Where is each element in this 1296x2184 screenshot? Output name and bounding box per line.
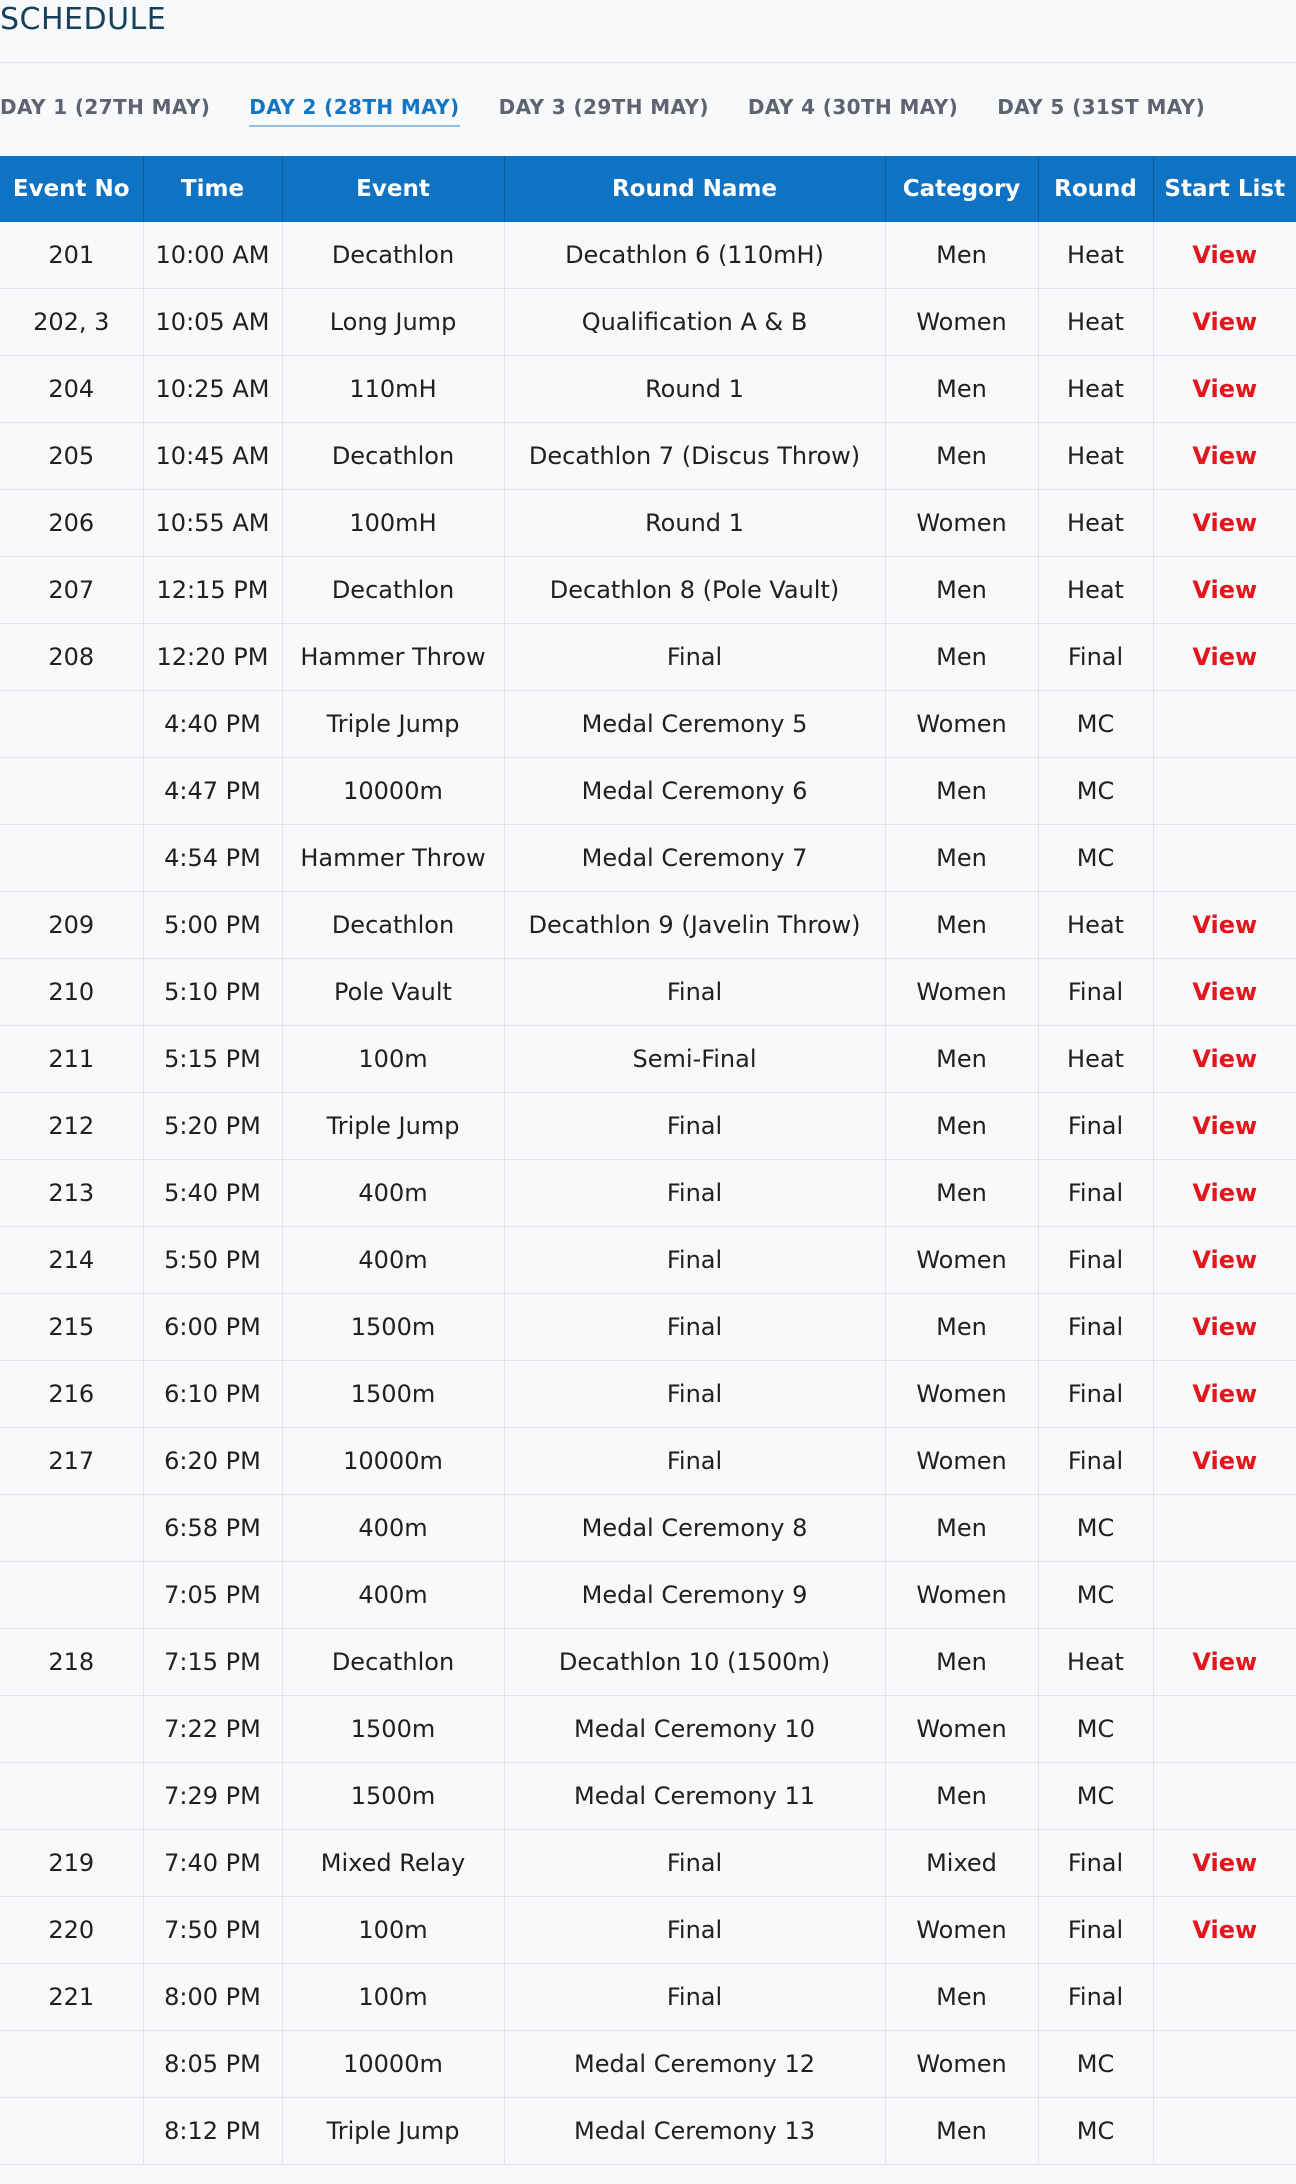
cell-category: Men — [885, 892, 1038, 959]
cell-time: 12:20 PM — [143, 624, 282, 691]
table-row — [0, 691, 1296, 758]
cell-time: 6:58 PM — [143, 1495, 282, 1562]
view-start-list-link[interactable]: View — [1192, 1849, 1258, 1877]
view-start-list-link[interactable]: View — [1192, 1916, 1258, 1944]
cell-start-list — [1153, 624, 1296, 691]
cell-round-name: Final — [504, 624, 885, 691]
cell-round: Heat — [1038, 557, 1153, 624]
cell-category: Women — [885, 2031, 1038, 2098]
table-row — [0, 1227, 1296, 1294]
view-start-list-link[interactable]: View — [1192, 978, 1258, 1006]
cell-event-no: 218 — [0, 1629, 143, 1696]
cell-event-no: 209 — [0, 892, 143, 959]
cell-event: 10000m — [282, 2031, 504, 2098]
cell-event: 100m — [282, 1897, 504, 1964]
cell-event-no: 219 — [0, 1830, 143, 1897]
cell-event: Decathlon — [282, 222, 504, 289]
cell-category: Women — [885, 490, 1038, 557]
cell-round: MC — [1038, 691, 1153, 758]
cell-start-list — [1153, 1294, 1296, 1361]
cell-event-no — [0, 2031, 143, 2098]
cell-round: MC — [1038, 825, 1153, 892]
cell-round: Final — [1038, 959, 1153, 1026]
cell-category: Women — [885, 959, 1038, 1026]
cell-round-name: Decathlon 8 (Pole Vault) — [504, 557, 885, 624]
cell-category: Men — [885, 825, 1038, 892]
cell-event: 1500m — [282, 1361, 504, 1428]
cell-category: Women — [885, 1428, 1038, 1495]
cell-round-name: Medal Ceremony 9 — [504, 1562, 885, 1629]
cell-start-list — [1153, 2098, 1296, 2165]
cell-time: 7:05 PM — [143, 1562, 282, 1629]
table-row — [0, 1294, 1296, 1361]
cell-start-list — [1153, 1897, 1296, 1964]
page-title: SCHEDULE — [0, 2, 167, 37]
cell-start-list — [1153, 222, 1296, 289]
cell-start-list — [1153, 490, 1296, 557]
column-header-time: Time — [143, 156, 282, 222]
table-row — [0, 1361, 1296, 1428]
cell-start-list — [1153, 959, 1296, 1026]
table-row — [0, 1763, 1296, 1830]
table-row — [0, 2031, 1296, 2098]
cell-round-name: Final — [504, 1897, 885, 1964]
cell-start-list — [1153, 1830, 1296, 1897]
view-start-list-link[interactable]: View — [1192, 1045, 1258, 1073]
cell-round: MC — [1038, 2098, 1153, 2165]
cell-start-list — [1153, 1562, 1296, 1629]
table-row — [0, 825, 1296, 892]
view-start-list-link[interactable]: View — [1192, 375, 1258, 403]
cell-time: 4:47 PM — [143, 758, 282, 825]
cell-time: 5:50 PM — [143, 1227, 282, 1294]
cell-event: Decathlon — [282, 892, 504, 959]
cell-event-no: 212 — [0, 1093, 143, 1160]
cell-event-no: 202, 3 — [0, 289, 143, 356]
cell-round: Heat — [1038, 1629, 1153, 1696]
column-header-round: Round — [1038, 156, 1153, 222]
cell-round-name: Final — [504, 1361, 885, 1428]
cell-round: Final — [1038, 1093, 1153, 1160]
cell-event-no — [0, 825, 143, 892]
cell-event-no: 205 — [0, 423, 143, 490]
cell-event-no — [0, 1562, 143, 1629]
cell-event: 110mH — [282, 356, 504, 423]
table-row — [0, 423, 1296, 490]
tab-day-4[interactable]: DAY 4 (30TH MAY) — [747, 95, 959, 119]
cell-time: 10:00 AM — [143, 222, 282, 289]
view-start-list-link[interactable]: View — [1192, 308, 1258, 336]
cell-category: Women — [885, 1361, 1038, 1428]
cell-round-name: Final — [504, 1830, 885, 1897]
cell-category: Women — [885, 1227, 1038, 1294]
cell-round-name: Medal Ceremony 10 — [504, 1696, 885, 1763]
cell-start-list — [1153, 1361, 1296, 1428]
cell-round: MC — [1038, 1495, 1153, 1562]
table-row — [0, 1160, 1296, 1227]
cell-event-no — [0, 1495, 143, 1562]
cell-time: 4:54 PM — [143, 825, 282, 892]
cell-category: Men — [885, 1294, 1038, 1361]
cell-time: 5:15 PM — [143, 1026, 282, 1093]
cell-category: Women — [885, 1696, 1038, 1763]
cell-event: 100m — [282, 1964, 504, 2031]
table-row — [0, 1562, 1296, 1629]
cell-round: Final — [1038, 1294, 1153, 1361]
day-tabs — [0, 88, 1244, 132]
cell-event-no: 210 — [0, 959, 143, 1026]
cell-round-name: Medal Ceremony 5 — [504, 691, 885, 758]
cell-round-name: Final — [504, 1093, 885, 1160]
cell-round: Final — [1038, 1830, 1153, 1897]
cell-round: MC — [1038, 2031, 1153, 2098]
cell-event-no — [0, 758, 143, 825]
view-start-list-link[interactable]: View — [1192, 576, 1258, 604]
cell-start-list — [1153, 1093, 1296, 1160]
view-start-list-link[interactable]: View — [1192, 442, 1258, 470]
cell-time: 7:50 PM — [143, 1897, 282, 1964]
view-start-list-link[interactable]: View — [1192, 1648, 1258, 1676]
cell-category: Men — [885, 1763, 1038, 1830]
cell-start-list — [1153, 825, 1296, 892]
cell-time: 7:40 PM — [143, 1830, 282, 1897]
cell-category: Women — [885, 289, 1038, 356]
cell-round-name: Final — [504, 1160, 885, 1227]
cell-event-no: 206 — [0, 490, 143, 557]
cell-event-no: 216 — [0, 1361, 143, 1428]
cell-round: Final — [1038, 624, 1153, 691]
cell-category: Men — [885, 1026, 1038, 1093]
cell-start-list — [1153, 1227, 1296, 1294]
cell-round-name: Final — [504, 1428, 885, 1495]
cell-event: Decathlon — [282, 1629, 504, 1696]
schedule-table — [0, 156, 1296, 2165]
cell-event: 100mH — [282, 490, 504, 557]
cell-category: Men — [885, 1495, 1038, 1562]
cell-round: MC — [1038, 1562, 1153, 1629]
table-row — [0, 758, 1296, 825]
cell-round: MC — [1038, 1696, 1153, 1763]
cell-event: 400m — [282, 1227, 504, 1294]
cell-round: Heat — [1038, 423, 1153, 490]
table-row — [0, 356, 1296, 423]
column-header-round-name: Round Name — [504, 156, 885, 222]
column-header-event-no: Event No — [0, 156, 143, 222]
cell-event: Mixed Relay — [282, 1830, 504, 1897]
cell-event-no: 204 — [0, 356, 143, 423]
cell-round: MC — [1038, 1763, 1153, 1830]
table-row — [0, 892, 1296, 959]
cell-event: 400m — [282, 1160, 504, 1227]
cell-start-list — [1153, 423, 1296, 490]
cell-category: Men — [885, 222, 1038, 289]
cell-start-list — [1153, 289, 1296, 356]
cell-time: 8:00 PM — [143, 1964, 282, 2031]
cell-time: 5:10 PM — [143, 959, 282, 1026]
cell-event: Triple Jump — [282, 2098, 504, 2165]
cell-event: 10000m — [282, 758, 504, 825]
cell-category: Mixed — [885, 1830, 1038, 1897]
table-row — [0, 1696, 1296, 1763]
table-row — [0, 1964, 1296, 2031]
column-header-start-list: Start List — [1153, 156, 1296, 222]
cell-event: Pole Vault — [282, 959, 504, 1026]
cell-category: Men — [885, 758, 1038, 825]
cell-round: Heat — [1038, 892, 1153, 959]
table-row — [0, 1026, 1296, 1093]
cell-event: Triple Jump — [282, 691, 504, 758]
table-row — [0, 959, 1296, 1026]
cell-round: Heat — [1038, 490, 1153, 557]
cell-time: 5:40 PM — [143, 1160, 282, 1227]
cell-event-no: 217 — [0, 1428, 143, 1495]
cell-time: 6:10 PM — [143, 1361, 282, 1428]
cell-start-list — [1153, 1428, 1296, 1495]
cell-category: Women — [885, 1897, 1038, 1964]
cell-round: Final — [1038, 1227, 1153, 1294]
table-row — [0, 557, 1296, 624]
tab-day-3[interactable]: DAY 3 (29TH MAY) — [498, 95, 709, 119]
cell-round: Final — [1038, 1160, 1153, 1227]
cell-round-name: Decathlon 6 (110mH) — [504, 222, 885, 289]
cell-round: Heat — [1038, 289, 1153, 356]
table-row — [0, 2098, 1296, 2165]
cell-round: Final — [1038, 1428, 1153, 1495]
cell-time: 6:00 PM — [143, 1294, 282, 1361]
cell-event-no: 215 — [0, 1294, 143, 1361]
cell-event: Decathlon — [282, 423, 504, 490]
cell-start-list — [1153, 1763, 1296, 1830]
table-row — [0, 490, 1296, 557]
cell-category: Men — [885, 1093, 1038, 1160]
cell-start-list — [1153, 691, 1296, 758]
cell-start-list — [1153, 1629, 1296, 1696]
cell-round: Heat — [1038, 356, 1153, 423]
cell-category: Women — [885, 1562, 1038, 1629]
cell-round: Final — [1038, 1361, 1153, 1428]
view-start-list-link[interactable]: View — [1192, 1380, 1258, 1408]
cell-event-no — [0, 691, 143, 758]
cell-start-list — [1153, 1026, 1296, 1093]
title-divider — [0, 62, 1296, 63]
cell-time: 7:29 PM — [143, 1763, 282, 1830]
cell-time: 5:20 PM — [143, 1093, 282, 1160]
view-start-list-link[interactable]: View — [1192, 1112, 1258, 1140]
cell-category: Men — [885, 1629, 1038, 1696]
cell-round-name: Decathlon 10 (1500m) — [504, 1629, 885, 1696]
view-start-list-link[interactable]: View — [1192, 1447, 1258, 1475]
cell-time: 4:40 PM — [143, 691, 282, 758]
table-row — [0, 624, 1296, 691]
cell-event-no: 208 — [0, 624, 143, 691]
cell-event: 400m — [282, 1562, 504, 1629]
view-start-list-link[interactable]: View — [1192, 911, 1258, 939]
cell-round: Final — [1038, 1897, 1153, 1964]
tab-day-2[interactable]: DAY 2 (28TH MAY) — [249, 88, 459, 127]
table-body — [0, 222, 1296, 2165]
table-row — [0, 222, 1296, 289]
cell-event: Hammer Throw — [282, 624, 504, 691]
cell-category: Men — [885, 1160, 1038, 1227]
cell-category: Men — [885, 1964, 1038, 2031]
table-row — [0, 1629, 1296, 1696]
cell-event-no: 214 — [0, 1227, 143, 1294]
cell-round-name: Medal Ceremony 7 — [504, 825, 885, 892]
cell-category: Men — [885, 356, 1038, 423]
cell-event: 1500m — [282, 1763, 504, 1830]
cell-time: 6:20 PM — [143, 1428, 282, 1495]
table-row — [0, 1897, 1296, 1964]
view-start-list-link[interactable]: View — [1192, 1313, 1258, 1341]
cell-event: Long Jump — [282, 289, 504, 356]
table-row — [0, 1495, 1296, 1562]
table-row — [0, 1830, 1296, 1897]
column-header-event: Event — [282, 156, 504, 222]
cell-event-no — [0, 1763, 143, 1830]
cell-round: Final — [1038, 1964, 1153, 2031]
cell-time: 10:25 AM — [143, 356, 282, 423]
cell-round-name: Decathlon 7 (Discus Throw) — [504, 423, 885, 490]
cell-event: Decathlon — [282, 557, 504, 624]
cell-round-name: Medal Ceremony 8 — [504, 1495, 885, 1562]
table-row — [0, 289, 1296, 356]
cell-round-name: Qualification A & B — [504, 289, 885, 356]
cell-time: 5:00 PM — [143, 892, 282, 959]
table-header-row — [0, 156, 1296, 222]
cell-event: 400m — [282, 1495, 504, 1562]
cell-event: 1500m — [282, 1294, 504, 1361]
cell-start-list — [1153, 892, 1296, 959]
cell-round-name: Semi-Final — [504, 1026, 885, 1093]
view-start-list-link[interactable]: View — [1192, 241, 1258, 269]
cell-round-name: Round 1 — [504, 356, 885, 423]
cell-round-name: Round 1 — [504, 490, 885, 557]
cell-event: 100m — [282, 1026, 504, 1093]
cell-start-list — [1153, 758, 1296, 825]
cell-event: Triple Jump — [282, 1093, 504, 1160]
cell-event-no: 213 — [0, 1160, 143, 1227]
cell-category: Men — [885, 557, 1038, 624]
cell-time: 10:45 AM — [143, 423, 282, 490]
table-row — [0, 1093, 1296, 1160]
cell-event: 1500m — [282, 1696, 504, 1763]
cell-event-no: 220 — [0, 1897, 143, 1964]
cell-event-no: 221 — [0, 1964, 143, 2031]
cell-round-name: Medal Ceremony 6 — [504, 758, 885, 825]
tab-day-1[interactable]: DAY 1 (27TH MAY) — [0, 95, 211, 119]
cell-round-name: Decathlon 9 (Javelin Throw) — [504, 892, 885, 959]
cell-time: 8:12 PM — [143, 2098, 282, 2165]
cell-time: 12:15 PM — [143, 557, 282, 624]
cell-round: MC — [1038, 758, 1153, 825]
cell-event-no — [0, 1696, 143, 1763]
cell-category: Women — [885, 691, 1038, 758]
cell-round-name: Medal Ceremony 13 — [504, 2098, 885, 2165]
cell-event: Hammer Throw — [282, 825, 504, 892]
cell-start-list — [1153, 1160, 1296, 1227]
cell-round-name: Final — [504, 1227, 885, 1294]
cell-round-name: Final — [504, 1964, 885, 2031]
cell-time: 7:22 PM — [143, 1696, 282, 1763]
view-start-list-link[interactable]: View — [1192, 1246, 1258, 1274]
cell-round: Heat — [1038, 1026, 1153, 1093]
table-row — [0, 1428, 1296, 1495]
cell-start-list — [1153, 356, 1296, 423]
cell-start-list — [1153, 557, 1296, 624]
cell-category: Men — [885, 2098, 1038, 2165]
cell-round-name: Final — [504, 1294, 885, 1361]
cell-event: 10000m — [282, 1428, 504, 1495]
cell-round-name: Final — [504, 959, 885, 1026]
view-start-list-link[interactable]: View — [1192, 643, 1258, 671]
cell-category: Men — [885, 423, 1038, 490]
cell-round: Heat — [1038, 222, 1153, 289]
cell-time: 10:05 AM — [143, 289, 282, 356]
cell-round-name: Medal Ceremony 11 — [504, 1763, 885, 1830]
cell-time: 10:55 AM — [143, 490, 282, 557]
cell-start-list — [1153, 1495, 1296, 1562]
cell-category: Men — [885, 624, 1038, 691]
cell-time: 7:15 PM — [143, 1629, 282, 1696]
column-header-category: Category — [885, 156, 1038, 222]
view-start-list-link[interactable]: View — [1192, 1179, 1258, 1207]
view-start-list-link[interactable]: View — [1192, 509, 1258, 537]
cell-round-name: Medal Ceremony 12 — [504, 2031, 885, 2098]
cell-event-no — [0, 2098, 143, 2165]
cell-event-no: 211 — [0, 1026, 143, 1093]
cell-start-list — [1153, 1964, 1296, 2031]
cell-event-no: 207 — [0, 557, 143, 624]
tab-day-5[interactable]: DAY 5 (31ST MAY) — [997, 95, 1206, 119]
cell-start-list — [1153, 1696, 1296, 1763]
cell-event-no: 201 — [0, 222, 143, 289]
cell-start-list — [1153, 2031, 1296, 2098]
cell-time: 8:05 PM — [143, 2031, 282, 2098]
